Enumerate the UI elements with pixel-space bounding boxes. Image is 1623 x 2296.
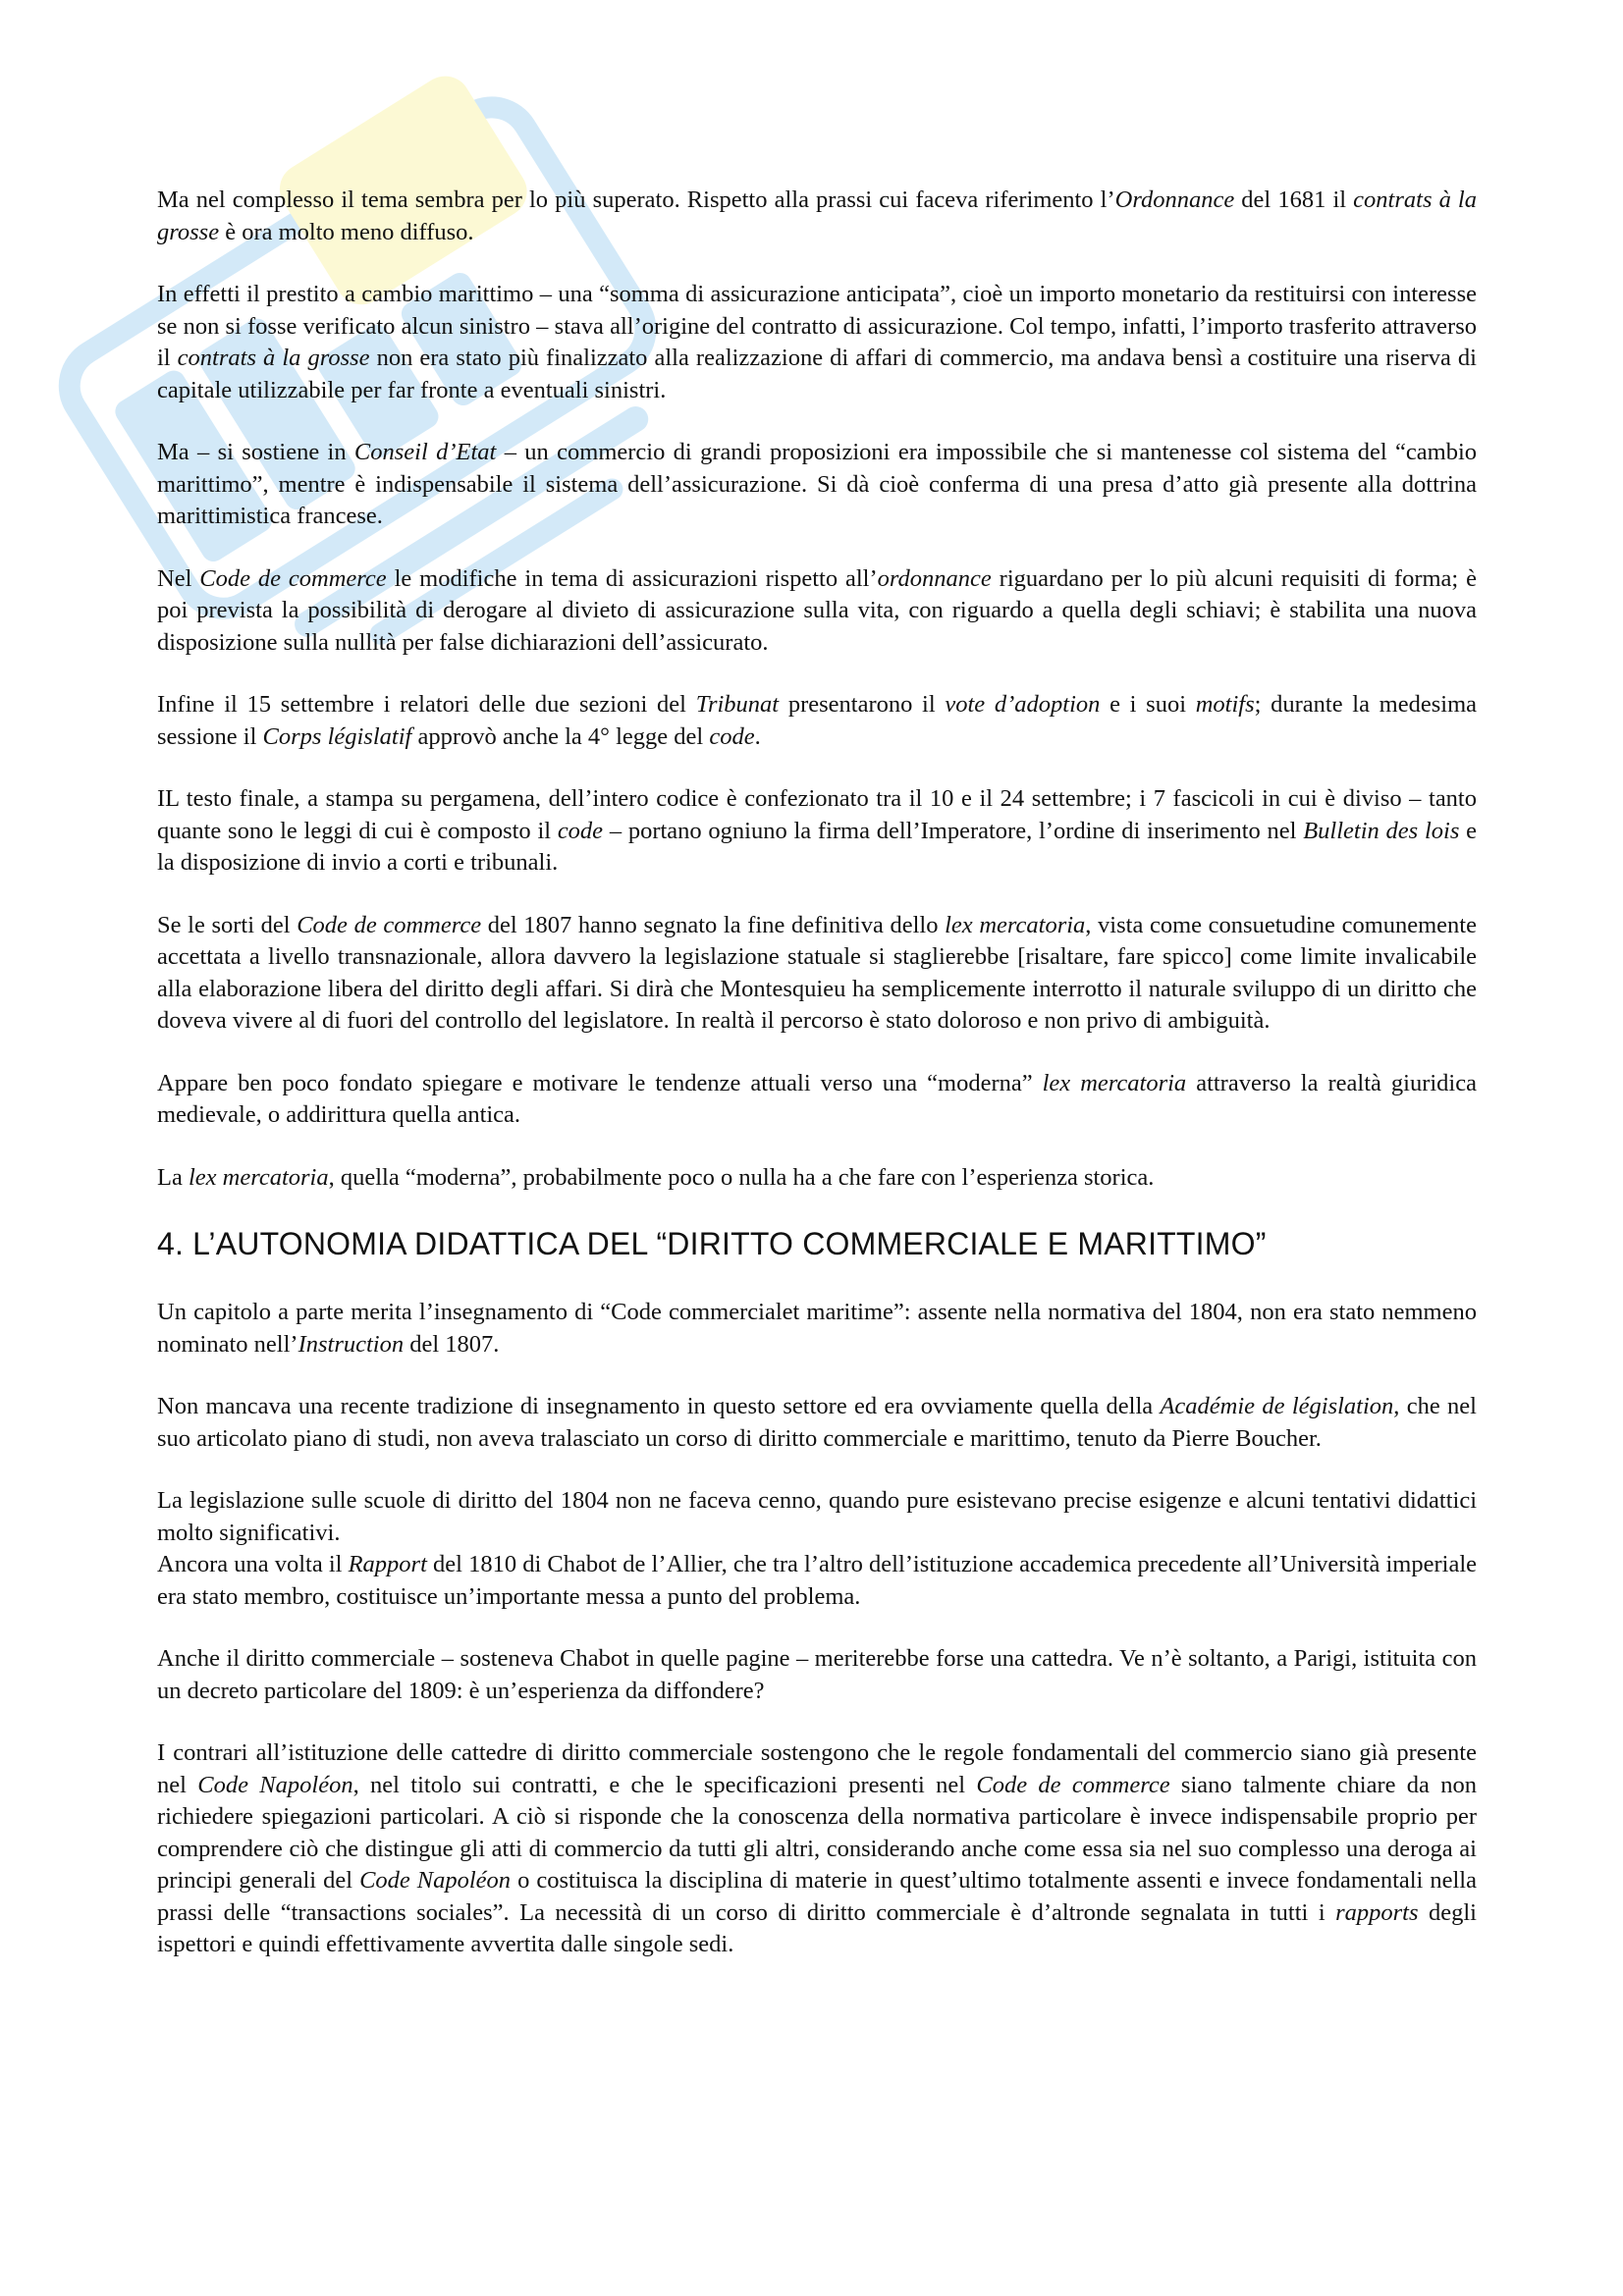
text-run: Se le sorti del xyxy=(157,911,298,938)
section-paragraphs-2 xyxy=(157,1297,1477,1961)
text-run: Infine il 15 settembre i relatori delle due sezioni del xyxy=(157,691,696,718)
italic-term: Conseil d’Etat xyxy=(353,439,497,465)
paragraph xyxy=(157,1549,1477,1613)
text-run: Ma – si sostiene in xyxy=(157,439,354,465)
text-run: , quella “moderna”, probabilmente poco o nulla ha a che fare con l’esperienza storica. xyxy=(328,1163,1155,1191)
text-run: approvò anche la 4° legge del xyxy=(411,722,710,750)
text-run: non era stato più finalizzato alla realizzazione di affari di commercio, ma andava bensì a costituire una riserva di capitale utilizzabile per far fronte a eventuali sinistri. xyxy=(157,345,1477,403)
text-run: del 1810 di Chabot de l’Allier, che tra l’altro dell’istituzione accademica precedente all’Università imperiale era stato membro, costituisce un’importante messa a punto del problema. xyxy=(157,1551,1478,1610)
text-run: Appare ben poco fondato spiegare e motivare le tendenze attuali verso una “moderna” xyxy=(157,1069,1043,1096)
paragraph xyxy=(157,1068,1477,1132)
text-run: Anche il diritto commerciale – sosteneva Chabot in quelle pagine – meriterebbe forse una cattedra. Ve n’è soltanto, a Parigi, istituita con un decreto particolare del 1809: è un’esperienza da diffondere? xyxy=(157,1645,1477,1704)
paragraph xyxy=(157,1485,1477,1549)
text-run: del 1807 hanno segnato la fine definitiva dello xyxy=(481,911,946,938)
text-run: e la disposizione di invio a corti e tribunali. xyxy=(157,817,1477,876)
paragraph xyxy=(157,910,1477,1038)
text-run: IL testo finale, a stampa su pergamena, dell’intero codice è confezionato tra il 10 e il 24 settembre; i 7 fascicoli in cui è diviso – tanto quante sono le leggi di cui è composto il xyxy=(157,785,1477,844)
italic-term: contrats à la grosse xyxy=(177,345,370,371)
text-run: presentarono il xyxy=(779,691,946,718)
text-run: siano talmente chiare da non richiedere spiegazioni particolari. A ciò si risponde che la conoscenza della normativa particolare è invece indispensabile proprio per comprendere ciò che distingue gli atti di commercio da tutti gli altri, considerando anche come essa sia nel suo complesso una deroga ai principi generali del xyxy=(157,1771,1478,1894)
text-run: La xyxy=(157,1163,189,1191)
italic-term: Code Napoléon xyxy=(197,1771,353,1798)
text-run: del 1681 il xyxy=(1234,187,1354,213)
italic-term: rapports xyxy=(1335,1898,1419,1926)
text-run: . xyxy=(754,722,761,750)
text-run: le modifiche in tema di assicurazioni rispetto all’ xyxy=(386,564,878,592)
text-run: o costituisca la disciplina di materie in quest’ultimo totalmente assenti e invece fondamentali nella prassi delle “transactions sociales”. La necessità di un corso di diritto commerciale è d’altronde segnalata in tutti i xyxy=(157,1867,1477,1926)
text-run: – un commercio di grandi proposizioni era impossibile che si mantenesse col sistema del “cambio marittimo”, mentre è indispensabile il sistema dell’assicurazione. Si dà cioè conferma di una presa d’atto già presente alla dottrina marittimistica francese. xyxy=(157,439,1477,529)
italic-term: Académie de législation xyxy=(1160,1393,1394,1419)
paragraph xyxy=(157,783,1477,880)
text-run: è ora molto meno diffuso. xyxy=(219,218,474,245)
paragraph xyxy=(157,1162,1477,1195)
text-run: del 1807. xyxy=(404,1330,500,1358)
italic-term: contrats à la grosse xyxy=(157,187,1477,245)
italic-term: lex mercatoria xyxy=(188,1163,329,1191)
italic-term: Instruction xyxy=(298,1330,405,1358)
italic-term: ordonnance xyxy=(877,564,992,592)
text-run: Ma nel complesso il tema sembra per lo più superato. Rispetto alla prassi cui faceva riferimento l’ xyxy=(157,187,1115,213)
italic-term: Code de commerce xyxy=(976,1771,1170,1798)
italic-term: vote d’adoption xyxy=(945,691,1101,718)
document-body xyxy=(157,185,1477,1992)
text-run: degli ispettori e quindi effettivamente avvertita dalle singole sedi. xyxy=(157,1898,1477,1957)
text-run: Nel xyxy=(157,564,200,592)
italic-term: Rapport xyxy=(348,1551,427,1577)
paragraph xyxy=(157,1737,1477,1961)
italic-term: Code Napoléon xyxy=(359,1867,512,1894)
paragraph xyxy=(157,689,1477,753)
text-run: attraverso la realtà giuridica medievale, o addirittura quella antica. xyxy=(157,1069,1477,1128)
italic-term: Bulletin des lois xyxy=(1303,817,1460,844)
text-run: riguardano per lo più alcuni requisiti di forma; è poi prevista la possibilità di derogare al divieto di assicurazione sulla vita, con riguardo a quella degli schiavi; è stabilita una nuova disposizione sulla nullità per false dichiarazioni dell’assicurato. xyxy=(157,564,1478,656)
text-run: In effetti il prestito a cambio marittimo – una “somma di assicurazione anticipata”, cioè un importo monetario da restituirsi con interesse se non si fosse verificato alcun sinistro – stava all’origine del contratto di assicurazione. Col tempo, infatti, l’importo trasferito attraverso il xyxy=(157,281,1477,371)
italic-term: lex mercatoria xyxy=(945,911,1086,938)
italic-term: code xyxy=(709,722,755,750)
text-run: , nel titolo sui contratti, e che le specificazioni presenti nel xyxy=(352,1771,977,1798)
text-run: La legislazione sulle scuole di diritto del 1804 non ne faceva cenno, quando pure esistevano precise esigenze e alcuni tentativi didattici molto significativi. xyxy=(157,1487,1477,1546)
paragraph xyxy=(157,437,1477,533)
section-heading: 4. L’AUTONOMIA DIDATTICA DEL “DIRITTO COMMERCIALE E MARITTIMO” xyxy=(157,1226,1267,1261)
text-run: e i suoi xyxy=(1100,691,1196,718)
text-run: , vista come consuetudine comunemente accettata a livello transnazionale, allora davvero la legislazione statuale si staglierebbe [risaltare, fare spicco] come limite invalicabile alla elaborazione libera del diritto degli affari. Si dirà che Montesquieu ha semplicemente interrotto il naturale sviluppo di un diritto che doveva vivere al di fuori del controllo del legislatore. In realtà il percorso è stato doloroso e non privo di ambiguità. xyxy=(157,911,1477,1034)
text-run: Non mancava una recente tradizione di insegnamento in questo settore ed era ovviamente quella della xyxy=(157,1393,1161,1419)
text-run: ; durante la medesima sessione il xyxy=(157,691,1477,750)
italic-term: Ordonnance xyxy=(1114,187,1235,213)
italic-term: Tribunat xyxy=(695,691,780,718)
paragraph xyxy=(157,185,1477,248)
text-run: I contrari all’istituzione delle cattedre di diritto commerciale sostengono che le regole fondamentali del commercio siano già presente nel xyxy=(157,1739,1477,1798)
italic-term: motifs xyxy=(1195,691,1255,718)
italic-term: lex mercatoria xyxy=(1042,1069,1187,1096)
text-run: , che nel suo articolato piano di studi, non aveva tralasciato un corso di diritto commerciale e marittimo, tenuto da Pierre Boucher. xyxy=(157,1393,1477,1452)
paragraph xyxy=(157,279,1477,406)
italic-term: Code de commerce xyxy=(199,564,387,592)
text-run: Ancora una volta il xyxy=(157,1551,349,1577)
paragraph xyxy=(157,1643,1477,1707)
paragraph xyxy=(157,1297,1477,1361)
italic-term: Corps législatif xyxy=(262,722,412,750)
italic-term: Code de commerce xyxy=(297,911,482,938)
text-run: Un capitolo a parte merita l’insegnamento di “Code commercialet maritime”: assente nella normativa del 1804, non era stato nemmeno nominato nell’ xyxy=(157,1299,1477,1358)
paragraph xyxy=(157,1391,1477,1455)
italic-term: code xyxy=(557,817,604,844)
text-run: – portano ogniuno la firma dell’Imperatore, l’ordine di inserimento nel xyxy=(603,817,1304,844)
section-paragraphs-1 xyxy=(157,185,1477,1194)
paragraph xyxy=(157,563,1477,660)
